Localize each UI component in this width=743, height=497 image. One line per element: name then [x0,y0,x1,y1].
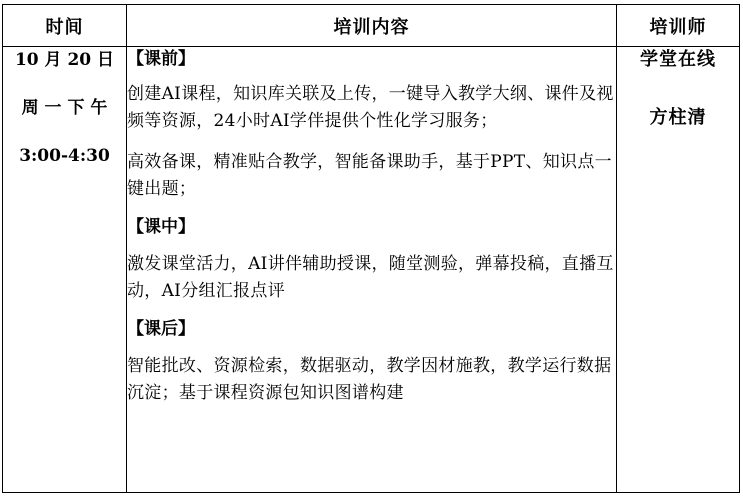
header-trainer: 培训师 [617,5,740,47]
trainer-organization: 学堂在线 [640,49,716,70]
table-body-row [3,47,740,493]
header-content: 培训内容 [127,5,617,47]
section-paragraph: 激发课堂活力，AI讲伴辅助授课，随堂测验，弹幕投稿，直播互动，AI分组汇报点评 [127,254,614,301]
table-header-row [3,5,740,47]
section-paragraph: 高效备课，精准贴合教学，智能备课助手，基于PPT、知识点一键出题； [127,152,612,199]
section-title-before-class: 【课前】 [127,49,195,69]
trainer-name: 方柱清 [649,107,707,128]
section-title-in-class: 【课中】 [127,217,195,237]
header-time: 时间 [3,5,127,47]
training-schedule-table [2,4,740,493]
time-cell [3,47,127,493]
time-weekday: 周 一 下 午 [21,98,108,118]
section-paragraph: 智能批改、资源检索，数据驱动，教学因材施教，教学运行数据沉淀；基于课程资源包知识图谱构建 [127,356,612,403]
content-cell [127,47,617,493]
time-range: 3:00-4:30 [19,146,110,166]
time-date: 10 月 20 日 [14,50,115,70]
section-paragraph: 创建AI课程，知识库关联及上传，一键导入教学大纲、课件及视频等资源，24小时AI学伴提供个性化学习服务； [127,84,614,131]
section-title-after-class: 【课后】 [127,319,195,339]
trainer-cell [617,47,740,493]
